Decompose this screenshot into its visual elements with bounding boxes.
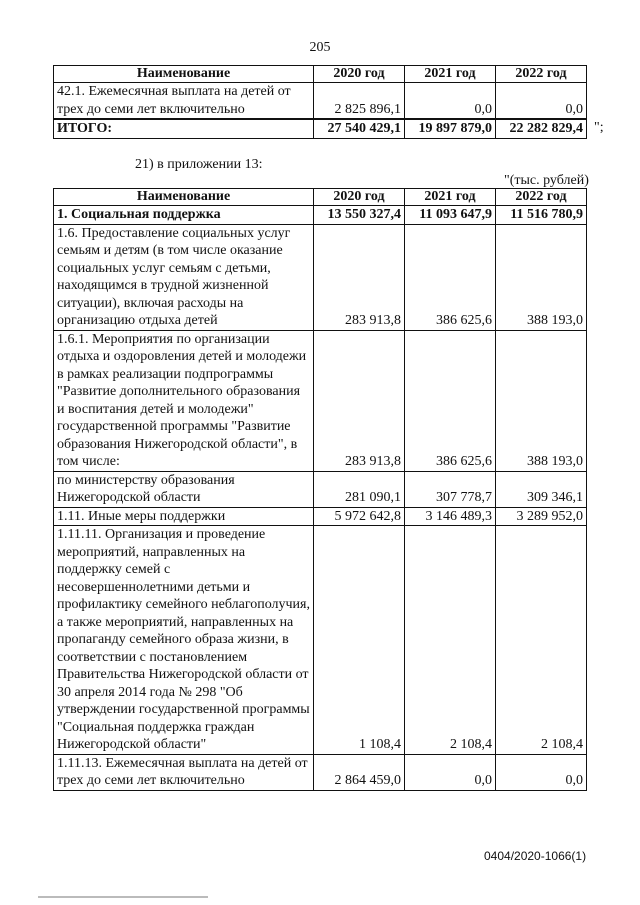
header-2021: 2021 год <box>405 189 496 206</box>
header-2020: 2020 год <box>314 66 405 83</box>
value-2020: 5 972 642,8 <box>314 507 405 526</box>
header-2022: 2022 год <box>496 189 587 206</box>
total-row <box>54 119 587 138</box>
intro-text: 21) в приложении 13: <box>135 157 263 172</box>
value-2021: 11 093 647,9 <box>405 206 496 225</box>
value-2021: 386 625,6 <box>405 224 496 330</box>
value-2020: 1 108,4 <box>314 526 405 755</box>
table-row <box>54 330 587 471</box>
table-row <box>54 526 587 755</box>
value-2021: 0,0 <box>405 754 496 790</box>
table-row <box>54 754 587 790</box>
value-2021: 307 778,7 <box>405 471 496 507</box>
value-2020: 2 864 459,0 <box>314 754 405 790</box>
total-2022: 22 282 829,4 <box>496 119 587 138</box>
header-name: Наименование <box>54 189 314 206</box>
table-row <box>54 206 587 225</box>
row-name: 1.6.1. Мероприятия по организации отдыха и оздоровления детей и молодежи в рамках реализации подпрограммы "Развитие дополнительного образования и воспитания детей и молодежи" государственной программы "Развитие образования Нижегородской области", в том числе: <box>54 330 314 471</box>
table-row <box>54 471 587 507</box>
value-2022: 309 346,1 <box>496 471 587 507</box>
value-2022: 0,0 <box>496 754 587 790</box>
row-name: 1.11.11. Организация и проведение мероприятий, направленных на поддержку семей с несовершеннолетними детьми и профилактику семейного неблагополучия, а также мероприятий, направленных на пропаганду семейного образа жизни, в соответствии с постановлением Правительства Нижегородской области от 30 апреля 2014 года № 298 "Об утверждении государственной программы "Социальная поддержка граждан Нижегородской области" <box>54 526 314 755</box>
value-2020: 283 913,8 <box>314 224 405 330</box>
row-name: по министерству образования Нижегородской области <box>54 471 314 507</box>
value-2022: 0,0 <box>496 83 587 120</box>
value-2020: 283 913,8 <box>314 330 405 471</box>
total-label: ИТОГО: <box>54 119 314 138</box>
value-2022: 2 108,4 <box>496 526 587 755</box>
row-name: 42.1. Ежемесячная выплата на детей от трех до семи лет включительно <box>54 83 314 120</box>
header-name: Наименование <box>54 66 314 83</box>
value-2021: 0,0 <box>405 83 496 120</box>
units-label: "(тыс. рублей) <box>504 173 589 188</box>
value-2020: 2 825 896,1 <box>314 83 405 120</box>
table-row <box>54 224 587 330</box>
scan-artifact-line <box>38 896 208 898</box>
value-2020: 13 550 327,4 <box>314 206 405 225</box>
page-number: 205 <box>309 40 331 55</box>
row-name: 1.11.13. Ежемесячная выплата на детей от трех до семи лет включительно <box>54 754 314 790</box>
table-row <box>54 507 587 526</box>
table-row <box>54 83 587 120</box>
value-2020: 281 090,1 <box>314 471 405 507</box>
value-2021: 3 146 489,3 <box>405 507 496 526</box>
budget-table-appendix-12 <box>53 65 587 139</box>
table-closing-mark: "; <box>594 120 604 135</box>
value-2021: 386 625,6 <box>405 330 496 471</box>
document-code: 0404/2020-1066(1) <box>484 849 587 863</box>
header-2020: 2020 год <box>314 189 405 206</box>
value-2022: 3 289 952,0 <box>496 507 587 526</box>
header-2021: 2021 год <box>405 66 496 83</box>
header-2022: 2022 год <box>496 66 587 83</box>
value-2022: 388 193,0 <box>496 330 587 471</box>
value-2022: 11 516 780,9 <box>496 206 587 225</box>
total-2020: 27 540 429,1 <box>314 119 405 138</box>
value-2021: 2 108,4 <box>405 526 496 755</box>
row-name: 1.11. Иные меры поддержки <box>54 507 314 526</box>
value-2022: 388 193,0 <box>496 224 587 330</box>
table-header-row <box>54 189 587 206</box>
table-header-row <box>54 66 587 83</box>
row-name: 1.6. Предоставление социальных услуг семьям и детям (в том числе оказание социальных услуг семьям с детьми, находящимся в трудной жизненной ситуации), включая расходы на организацию отдыха детей <box>54 224 314 330</box>
budget-table-appendix-13 <box>53 188 587 791</box>
row-name: 1. Социальная поддержка <box>54 206 314 225</box>
total-2021: 19 897 879,0 <box>405 119 496 138</box>
